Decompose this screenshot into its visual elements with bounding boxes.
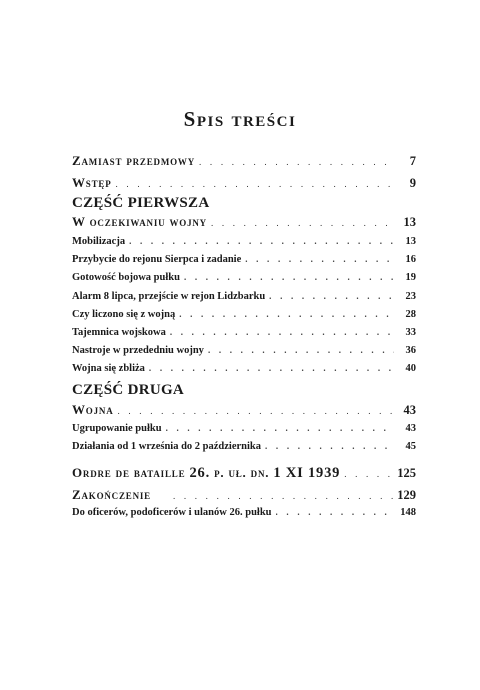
ordre-regiment-abbr: p. uł. dn. <box>214 465 270 480</box>
toc-entry-label: Wojna się zbliża <box>72 363 145 374</box>
toc-entry-label: Mobilizacja <box>72 236 126 247</box>
toc-entry-label <box>72 465 340 482</box>
toc-entry-page: 23 <box>405 291 416 302</box>
toc-entry-page: 43 <box>403 403 416 417</box>
toc-entry-label: Zamiast przedmowy <box>72 153 196 168</box>
leader-dots <box>118 406 395 416</box>
toc-entry-page: 9 <box>409 176 416 190</box>
toc-section-w-oczekiwaniu-wojny[interactable] <box>72 214 416 230</box>
leader-dots <box>211 218 394 228</box>
toc-entry-page: 7 <box>409 154 416 168</box>
toc-entry-label: Tajemnica wojskowa <box>72 327 166 338</box>
leader-dots <box>265 441 394 451</box>
toc-entry[interactable] <box>72 254 416 265</box>
toc-entry-label: Przybycie do rejonu Sierpca i zadanie <box>72 254 242 265</box>
toc-entry-wstep[interactable] <box>72 175 416 191</box>
toc-entry-label: Gotowość bojowa pułku <box>72 272 180 283</box>
toc-entry-label: Czy liczono się z wojną <box>72 309 176 320</box>
leader-dots <box>149 363 394 373</box>
toc-entry-page: 19 <box>405 272 416 283</box>
toc-entry[interactable] <box>72 236 416 247</box>
toc-entry-zakonczenie[interactable] <box>72 487 416 503</box>
toc-entry[interactable] <box>72 423 416 434</box>
leader-dots <box>179 309 394 319</box>
toc-entry-ordre-de-bataille[interactable] <box>72 465 416 482</box>
leader-dots <box>208 345 394 355</box>
toc-entry-label: Do oficerów, podoficerów i ulanów 26. pułku <box>72 507 272 518</box>
toc-entry-dedication[interactable] <box>72 507 416 518</box>
toc-entry-page: 36 <box>405 345 416 356</box>
toc-entry-page: 43 <box>405 423 416 434</box>
toc-entry-label: Alarm 8 lipca, przejście w rejon Lidzbarku <box>72 291 266 302</box>
leader-dots <box>245 254 394 264</box>
toc-section-wojna[interactable] <box>72 402 416 418</box>
toc-entry-label: Ugrupowanie pułku <box>72 423 162 434</box>
leader-dots <box>269 291 394 301</box>
toc-entry-zamiast-przedmowy[interactable] <box>72 153 416 169</box>
toc-entry-label: Wojna <box>72 402 114 417</box>
toc-entry-page: 129 <box>397 488 416 502</box>
leader-dots <box>129 236 394 246</box>
toc-entry-page: 33 <box>405 327 416 338</box>
leader-dots <box>173 491 393 501</box>
toc-entry[interactable] <box>72 327 416 338</box>
toc-entry-label: W oczekiwaniu wojny <box>72 214 207 229</box>
part-heading: CZĘŚĆ DRUGA <box>72 382 185 398</box>
toc-entry-label: Zakończenie <box>72 487 151 502</box>
toc-entry[interactable] <box>72 345 416 356</box>
leader-dots <box>184 272 394 282</box>
toc-entry-page: 40 <box>405 363 416 374</box>
leader-dots <box>166 423 394 433</box>
ordre-regiment-number: 26. <box>189 465 210 481</box>
toc-entry[interactable] <box>72 363 416 374</box>
toc-entry-label: Wstęp <box>72 175 112 190</box>
leader-dots <box>199 157 394 167</box>
toc-entry-page: 125 <box>397 466 416 480</box>
toc-entry[interactable] <box>72 441 416 452</box>
page-title: Spis treści <box>183 107 297 131</box>
toc-entry[interactable] <box>72 291 416 302</box>
leader-dots <box>276 507 394 517</box>
leader-dots <box>344 469 393 479</box>
toc-entry-page: 148 <box>400 507 416 518</box>
ordre-title: Ordre de bataille <box>72 465 186 480</box>
toc-entry-label: Działania od 1 września do 2 października <box>72 441 262 452</box>
part-heading: CZĘŚĆ PIERWSZA <box>72 195 210 211</box>
toc-entry-page: 28 <box>405 309 416 320</box>
toc-entry[interactable] <box>72 309 416 320</box>
leader-dots <box>170 327 394 337</box>
leader-dots <box>116 179 394 189</box>
toc-entry-label: Nastroje w przededniu wojny <box>72 345 204 356</box>
ordre-date: 1 XI 1939 <box>273 465 341 481</box>
toc-entry-page: 16 <box>405 254 416 265</box>
toc-entry-page: 13 <box>405 236 416 247</box>
toc-entry-page: 13 <box>403 215 416 229</box>
toc-entry[interactable] <box>72 272 416 283</box>
toc-entry-page: 45 <box>405 441 416 452</box>
